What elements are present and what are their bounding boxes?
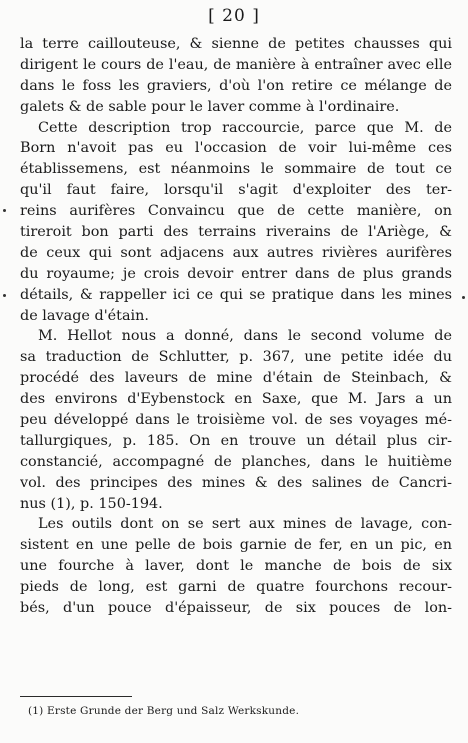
margin-speck [3, 294, 6, 297]
text-line: Les outils dont on se sert aux mines de lavage, con- [38, 516, 452, 533]
margin-speck [3, 209, 6, 212]
text-line: détails, & rappeller ici ce qui se pratique dans les mines [20, 286, 452, 303]
text-line: pieds de long, est garni de quatre fourchons recour- [20, 579, 452, 596]
page-number: [ 20 ] [208, 6, 260, 26]
text-line: Born n'avoit pas eu l'occasion de voir lui-même ces [20, 140, 452, 157]
text-line: peu développé dans le troisième vol. de ses voyages mé- [20, 412, 452, 429]
text-line: de ceux qui sont adjacens aux autres rivières aurifères [20, 244, 452, 261]
footnote: (1) Erste Grunde der Berg und Salz Werkskunde. [28, 705, 300, 717]
text-line: sistent en une pelle de bois garnie de fer, en un pic, en [20, 537, 452, 554]
text-line: tireroit bon parti des terrains riverains de l'Ariège, & [20, 224, 452, 241]
text-line: des environs d'Eybenstock en Saxe, que M. Jars a un [20, 391, 452, 408]
text-line: établissemens, est néanmoins le sommaire de tout ce [20, 161, 452, 178]
text-line: Cette description trop raccourcie, parce que M. de [38, 119, 452, 136]
text-line: procédé des laveurs de mine d'étain de Steinbach, & [20, 370, 452, 387]
footnote-rule [20, 696, 132, 697]
body-text [20, 34, 452, 619]
text-line: M. Hellot nous a donné, dans le second volume de [38, 328, 452, 345]
text-line: sa traduction de Schlutter, p. 367, une petite idée du [20, 349, 452, 366]
margin-speck [462, 296, 465, 299]
text-line: vol. des principes des mines & des salines de Cancri- [20, 474, 452, 491]
text-line: bés, d'un pouce d'épaisseur, de six pouces de lon- [20, 600, 452, 617]
text-line: qu'il faut faire, lorsqu'il s'agit d'exploiter des ter- [20, 182, 452, 199]
text-line: dirigent le cours de l'eau, de manière à entraîner avec elle [20, 56, 452, 73]
text-line: constancié, accompagné de planches, dans le huitième [20, 453, 452, 470]
text-line: tallurgiques, p. 185. On en trouve un détail plus cir- [20, 432, 452, 449]
text-line: une fourche à laver, dont le manche de bois de six [20, 558, 452, 575]
text-line: dans le foss les graviers, d'où l'on retire ce mélange de [20, 77, 452, 94]
text-line: reins aurifères Convaincu que de cette manière, on [20, 203, 452, 220]
text-line: de lavage d'étain. [20, 307, 149, 324]
text-line: la terre caillouteuse, & sienne de petites chausses qui [20, 36, 452, 52]
text-line: nus (1), p. 150-194. [20, 495, 163, 512]
text-line: du royaume; je crois devoir entrer dans de plus grands [20, 265, 452, 282]
text-line: galets & de sable pour le laver comme à l'ordinaire. [20, 98, 400, 115]
